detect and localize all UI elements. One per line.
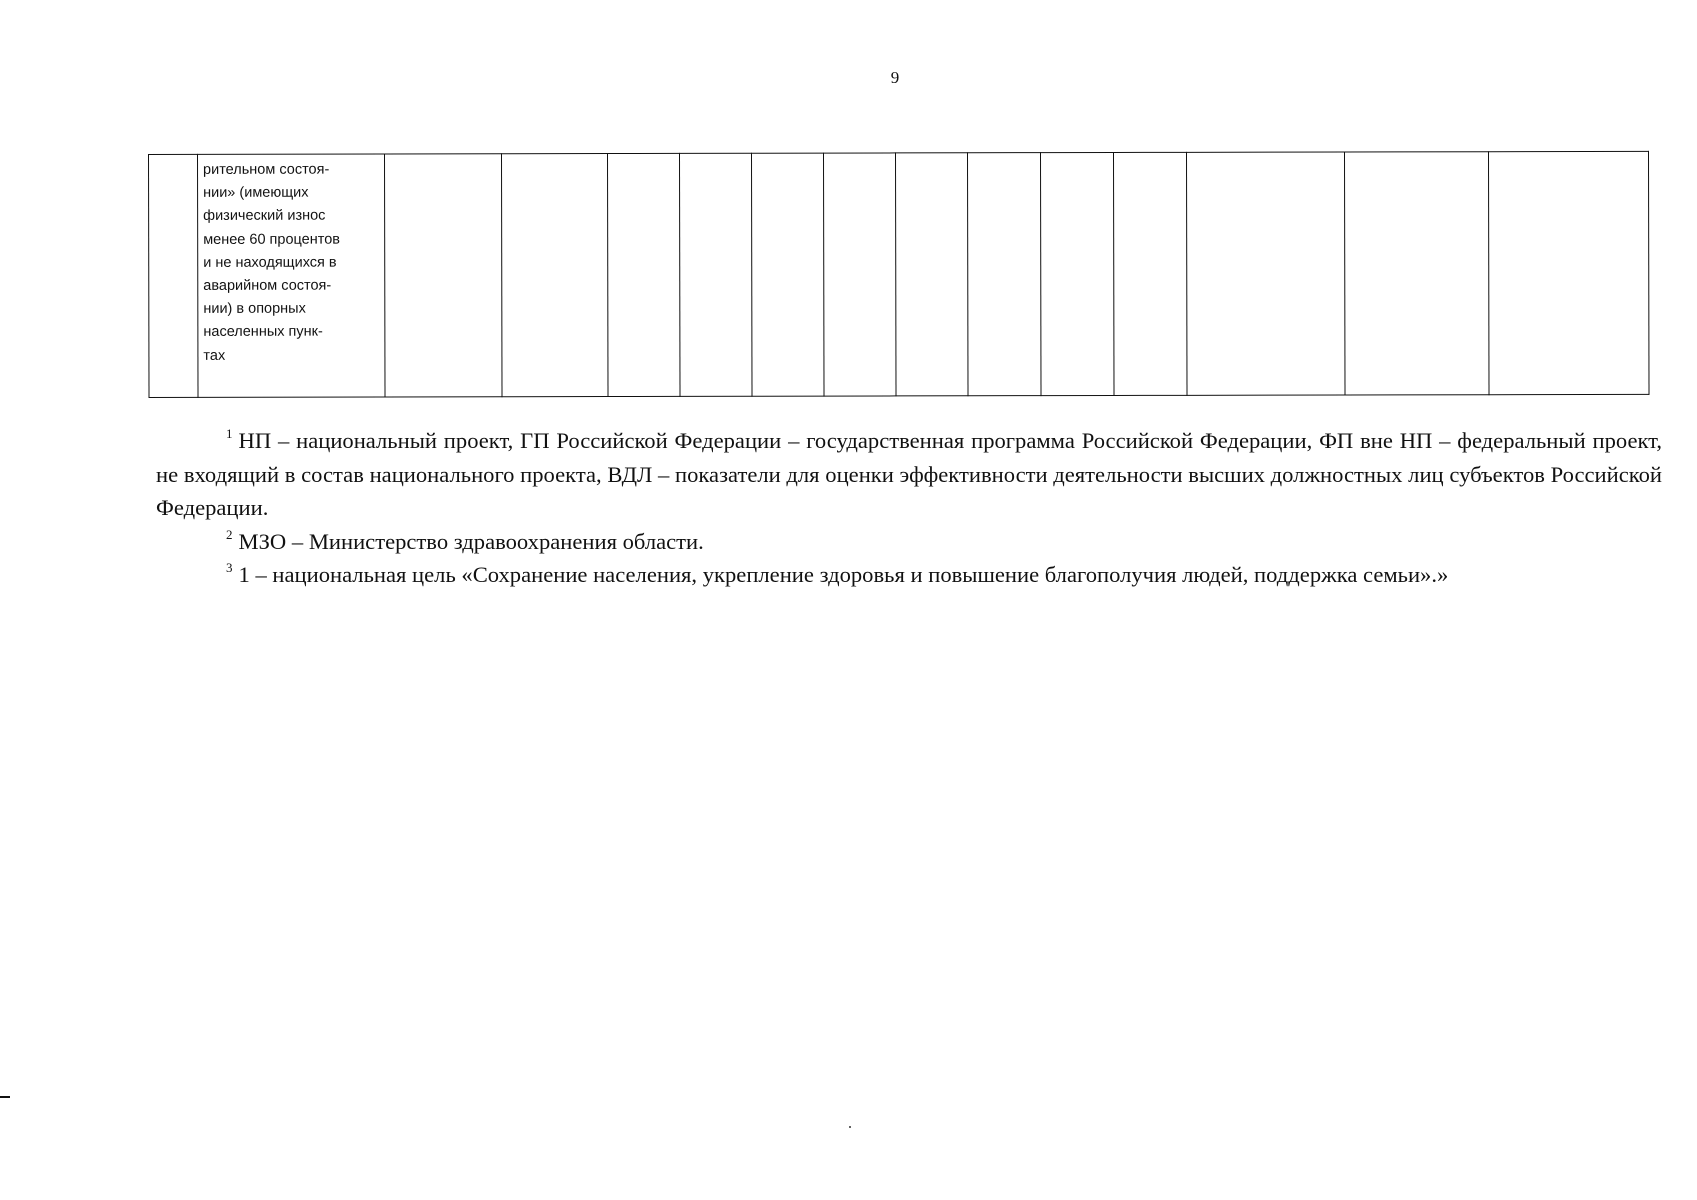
table-cell: [502, 154, 609, 397]
footnote-text: НП – национальный проект, ГП Российской Федерации – государственная программа Российской Федерации, ФП вне НП – федеральный проект, не входящий в состав национального проекта, ВДЛ – показатели для оценки эффективности деятельности высших должностных лиц субъектов Российской Федерации.: [156, 428, 1662, 520]
page-number: 9: [890, 68, 900, 87]
table-cell: [895, 153, 968, 396]
table-cell-number: [149, 154, 199, 397]
table-cell: [1113, 152, 1187, 395]
footnote-marker: 3: [226, 560, 233, 575]
indicators-table-continuation: [148, 151, 1650, 398]
table-cell: [1186, 152, 1345, 395]
table-row: [149, 151, 1650, 397]
table-cell-indicator-name: рительном состоя- нии» (имеющих физический износ менее 60 процентов и не находящихся в аварийном состоя- нии) в опорных населенных пунк- тах: [198, 154, 386, 397]
footnote-marker: 2: [226, 526, 233, 542]
footnote-text: МЗО – Министерство здравоохранения области.: [238, 528, 704, 554]
table-cell: [1488, 151, 1649, 394]
footnote-1: [156, 424, 1662, 525]
table-cell: [608, 153, 681, 396]
footnote-text: 1 – национальная цель «Сохранение населения, укрепление здоровья и повышение благополучия людей, поддержка семьи».»: [238, 562, 1449, 587]
table-cell: [1040, 152, 1114, 395]
table-cell: [751, 153, 824, 396]
footnote-2: [156, 525, 1662, 559]
table-cell: [823, 153, 896, 396]
table-cell: [1344, 152, 1489, 395]
footnote-marker: 1: [226, 426, 233, 441]
margin-mark: [0, 1096, 10, 1098]
table-cell: [385, 154, 503, 397]
footnotes: [156, 424, 1662, 592]
scan-artifact: [849, 1126, 851, 1128]
footnote-3: [156, 558, 1662, 592]
table-cell: [679, 153, 752, 396]
table-cell: [967, 153, 1041, 396]
